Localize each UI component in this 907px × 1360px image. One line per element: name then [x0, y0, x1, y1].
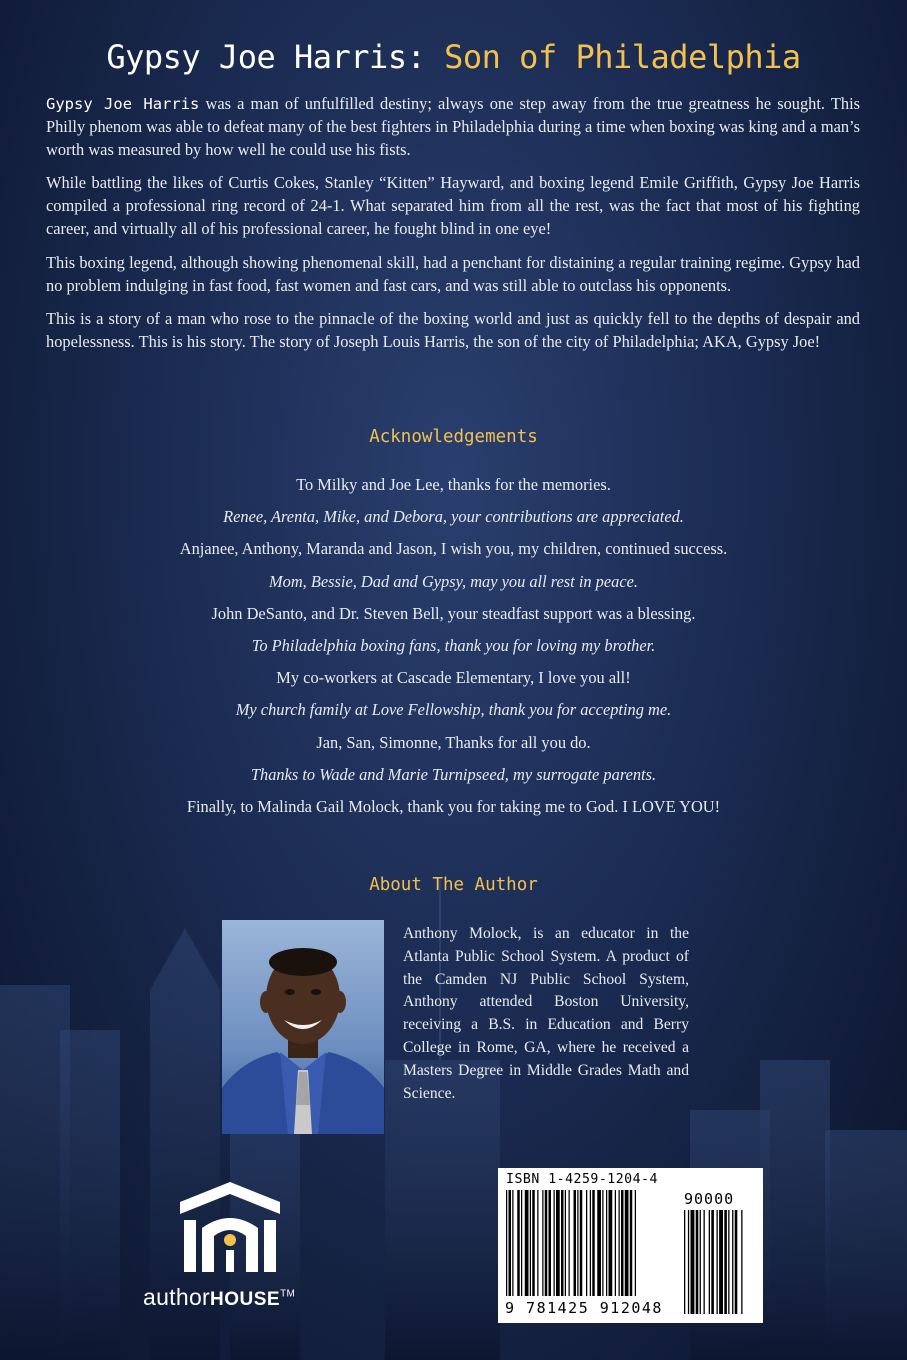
barcode-bar [565, 1190, 566, 1296]
barcode-bar [506, 1190, 507, 1296]
ack-line: To Philadelphia boxing fans, thank you for loving my brother. [251, 635, 656, 655]
barcode-bar [606, 1190, 607, 1296]
barcode-bar [590, 1190, 591, 1296]
barcode-bar [586, 1190, 587, 1296]
barcode-bar [597, 1190, 601, 1296]
barcode-bar [580, 1190, 583, 1296]
title-name: Gypsy Joe Harris: [106, 38, 426, 76]
synopsis-lead-name: Gypsy Joe Harris [46, 95, 200, 113]
ack-line: My church family at Love Fellowship, thank you for accepting me. [235, 700, 672, 720]
barcode-addon-bar [719, 1210, 723, 1314]
barcode-addon-bar [735, 1210, 738, 1314]
synopsis-paragraph: While battling the likes of Curtis Cokes, Stanley “Kitten” Hayward, and boxing legend Emile Griffith, Gypsy Joe Harris compiled a professional ring record of 24-1. What separated him from all the rest, was the fact that most of his fighting career, and virtually all of his professional career, he fought blind in one eye! [46, 173, 860, 238]
barcode-addon-bar [696, 1210, 699, 1314]
barcode-bar [635, 1190, 636, 1296]
publisher-name [143, 1284, 295, 1311]
barcode-bar [609, 1190, 613, 1296]
synopsis-paragraph: This is a story of a man who rose to the pinnacle of the boxing world and just as quickly fell to the depths of despair and hopelessness. This is his story. The story of Joseph Louis Harris, the son of the city of Philadelphia; AKA, Gypsy Joe! [46, 309, 860, 352]
barcode-addon-bar [741, 1210, 742, 1314]
synopsis-paragraph: This boxing legend, although showing phenomenal skill, had a penchant for distaining a regular training regime. Gypsy had no problem indulging in fast food, fast women and fast cars, and was still able to outclass his opponents. [46, 252, 860, 295]
synopsis-paragraph [46, 93, 860, 161]
ack-line: To Milky and Joe Lee, thanks for the memories. [296, 475, 611, 494]
barcode-bar [512, 1190, 513, 1296]
ack-line: Anjanee, Anthony, Maranda and Jason, I wish you, my children, continued success. [179, 539, 728, 559]
barcode-bar [619, 1190, 620, 1296]
isbn-number: ISBN 1-4259-1204-4 [506, 1172, 658, 1187]
barcode-bar [630, 1190, 633, 1296]
ack-line: My co-workers at Cascade Elementary, I love you all! [276, 668, 631, 688]
about-author-text: Anthony Molock, is an educator in the Atlanta Public School System. A product of the Camden NJ Public School System, Anthony attended Boston University, receiving a B.S. in Education and Berry College in Rome, GA, where he received a Masters Degree in Middle Grades Math and Science. [403, 925, 689, 1102]
barcode-addon-bar [724, 1210, 727, 1314]
barcode-addon-bar [684, 1210, 685, 1314]
barcode-bar [569, 1190, 570, 1296]
barcode-bar [545, 1190, 548, 1296]
ack-line: Mom, Bessie, Dad and Gypsy, may you all rest in peace. [268, 571, 638, 591]
barcode-bar [521, 1190, 522, 1296]
barcode-bar [577, 1190, 578, 1296]
ack-line: John DeSanto, and Dr. Steven Bell, your steadfast support was a blessing. [211, 603, 696, 623]
acknowledgements-heading: Acknowledgements [369, 427, 538, 447]
barcode-addon-bar [688, 1210, 689, 1314]
about-author-heading: About The Author [369, 875, 538, 895]
barcode-bar [625, 1190, 629, 1296]
barcode-bar [574, 1190, 577, 1296]
barcode-bar [537, 1190, 538, 1296]
ack-line: Renee, Arenta, Mike, and Debora, your contributions are appreciated. [223, 507, 684, 527]
publisher-name-lower: author [143, 1284, 211, 1310]
ack-line: Finally, to Malinda Gail Molock, thank you for taking me to God. I LOVE YOU! [186, 796, 721, 816]
barcode-bar [602, 1190, 603, 1296]
title-subtitle: Son of Philadelphia [444, 38, 801, 76]
barcode-bar [509, 1190, 512, 1296]
acknowledgements-list [0, 474, 907, 828]
synopsis [46, 93, 860, 365]
isbn-barcode [498, 1168, 763, 1323]
barcode-bar [525, 1190, 529, 1296]
ack-line: Jan, San, Simonne, Thanks for all you do. [316, 732, 591, 752]
synopsis-p1-text: was a man of unfulfilled destiny; always one step away from the true greatness he sought. This Philly phenom was able to defeat many of the best fighters in Philadelphia during a time when boxing was king and a man’s worth was measured by how well he could use his fists. [46, 94, 861, 159]
barcode-addon-bar [700, 1210, 701, 1314]
barcode-bar [556, 1190, 560, 1296]
barcode-bar [532, 1190, 535, 1296]
barcode-bar [530, 1190, 531, 1296]
barcode-bar [615, 1190, 616, 1296]
ack-line: Thanks to Wade and Marie Turnipseed, my surrogate parents. [250, 764, 657, 784]
barcode-bar [621, 1190, 624, 1296]
barcode-addon-bar [717, 1210, 718, 1314]
barcode-bar [549, 1190, 552, 1296]
book-title [0, 38, 907, 76]
barcode-addon-bar [691, 1210, 695, 1314]
author-photo [222, 920, 384, 1134]
barcode-bar [554, 1190, 555, 1296]
barcode-addon-bar [704, 1210, 705, 1314]
price-code: 90000 [684, 1190, 735, 1208]
barcode-addon-bar [709, 1210, 710, 1314]
publisher-name-upper: HOUSE [210, 1289, 281, 1310]
barcode-addon-bar [728, 1210, 729, 1314]
barcode-addon-bar [732, 1210, 733, 1314]
trademark-symbol: TM [280, 1288, 296, 1300]
barcode-bar [542, 1190, 543, 1296]
barcode-bar [517, 1190, 520, 1296]
barcode-bar [592, 1190, 595, 1296]
barcode-addon-bar [711, 1210, 714, 1314]
barcode-bar [561, 1190, 564, 1296]
ean-number: 9 781425 912048 [505, 1299, 663, 1317]
